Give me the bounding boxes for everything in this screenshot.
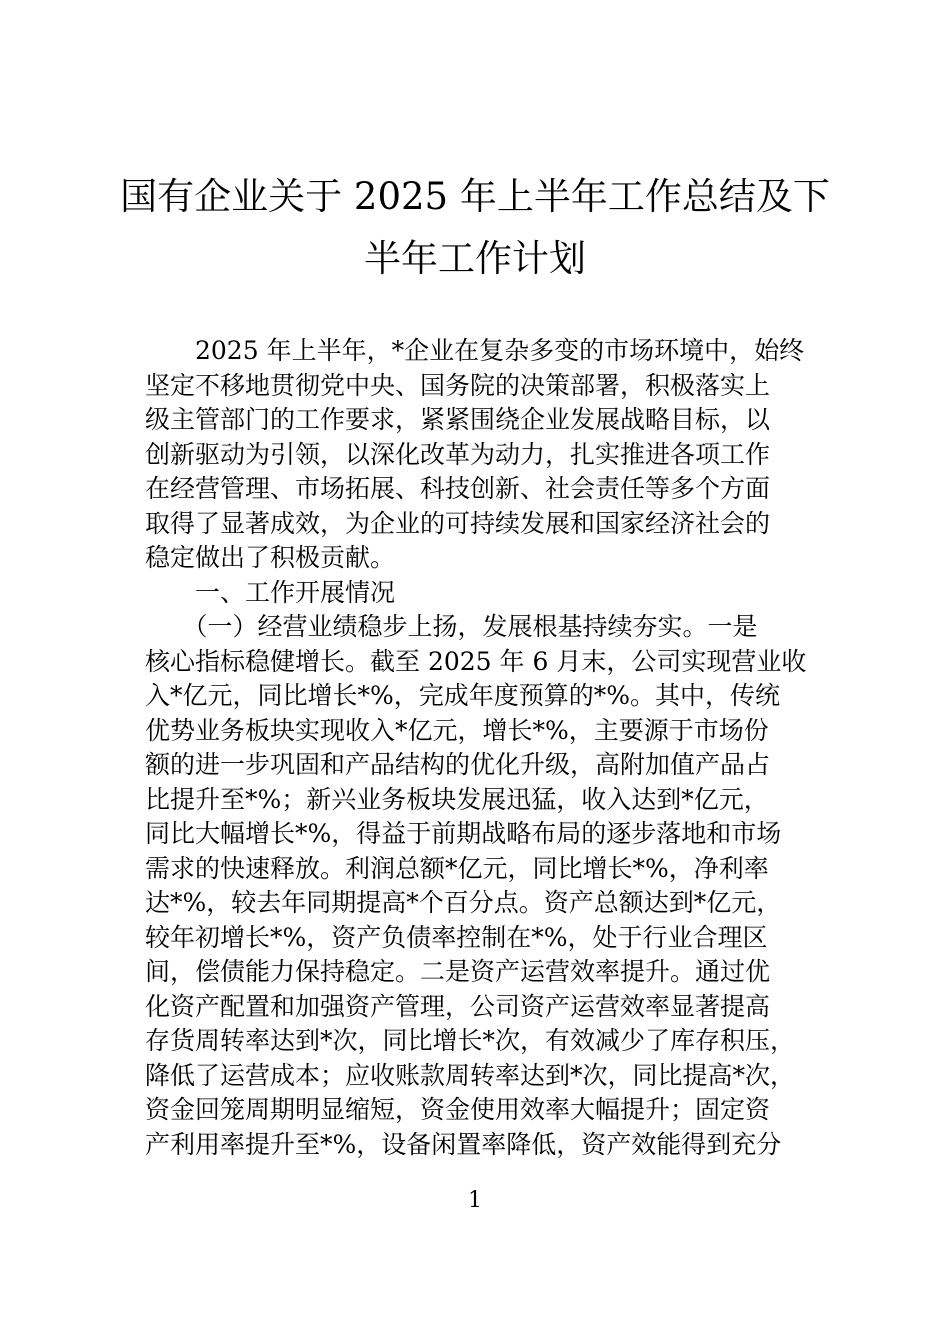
title-line-1: 国有企业关于 2025 年上半年工作总结及下 — [120, 175, 830, 218]
body-line: 稳定做出了积极贡献。 — [145, 543, 396, 572]
body-line: 在经营管理、市场拓展、科技创新、社会责任等多个方面 — [145, 474, 771, 503]
body-line: 产利用率提升至*%，设备闲置率降低，资产效能得到充分 — [145, 1129, 782, 1159]
body-line: 存货周转率达到*次，同比增长*次，有效减少了库存积压， — [145, 1026, 796, 1055]
body-line: 入*亿元，同比增长*%，完成年度预算的*%。其中，传统 — [145, 681, 781, 710]
document-title — [100, 166, 850, 290]
body-line: 间，偿债能力保持稳定。二是资产运营效率提升。通过优 — [145, 957, 771, 986]
body-line: 比提升至*%；新兴业务板块发展迅猛，收入达到*亿元， — [145, 784, 769, 814]
body-line: 同比大幅增长*%，得益于前期战略布局的逐步落地和市场 — [145, 819, 782, 848]
body-line: 坚定不移地贯彻党中央、国务院的决策部署，积极落实上 — [145, 370, 771, 400]
body-line: 降低了运营成本；应收账款周转率达到*次，同比提高*次， — [145, 1060, 796, 1090]
body-line: 创新驱动为引领，以深化改革为动力，扎实推进各项工作 — [145, 439, 771, 469]
body-line: （一）经营业绩稳步上扬，发展根基持续夯实。一是 — [145, 612, 758, 641]
page-number: 1 — [468, 1188, 482, 1213]
section-heading: 一、工作开展情况 — [145, 577, 396, 607]
body-line: 化资产配置和加强资产管理，公司资产运营效率显著提高 — [145, 991, 771, 1021]
body-line: 额的进一步巩固和产品结构的优化升级，高附加值产品占 — [145, 750, 771, 779]
body-line: 较年初增长*%，资产负债率控制在*%，处于行业合理区 — [145, 922, 768, 952]
body-line: 级主管部门的工作要求，紧紧围绕企业发展战略目标，以 — [145, 405, 771, 434]
title-line-2: 半年工作计划 — [364, 237, 586, 280]
body-line: 2025 年上半年，*企业在复杂多变的市场环境中，始终 — [145, 336, 805, 365]
body-line: 需求的快速释放。利润总额*亿元，同比增长*%，净利率 — [145, 853, 769, 883]
body-line: 资金回笼周期明显缩短，资金使用效率大幅提升；固定资 — [145, 1095, 771, 1124]
document-body — [145, 334, 815, 1162]
body-line: 取得了显著成效，为企业的可持续发展和国家经济社会的 — [145, 508, 771, 538]
body-line: 优势业务板块实现收入*亿元，增长*%，主要源于市场份 — [145, 715, 769, 745]
body-line: 核心指标稳健增长。截至 2025 年 6 月末，公司实现营业收 — [145, 646, 807, 676]
body-line: 达*%，较去年同期提高*个百分点。资产总额达到*亿元， — [145, 888, 782, 917]
